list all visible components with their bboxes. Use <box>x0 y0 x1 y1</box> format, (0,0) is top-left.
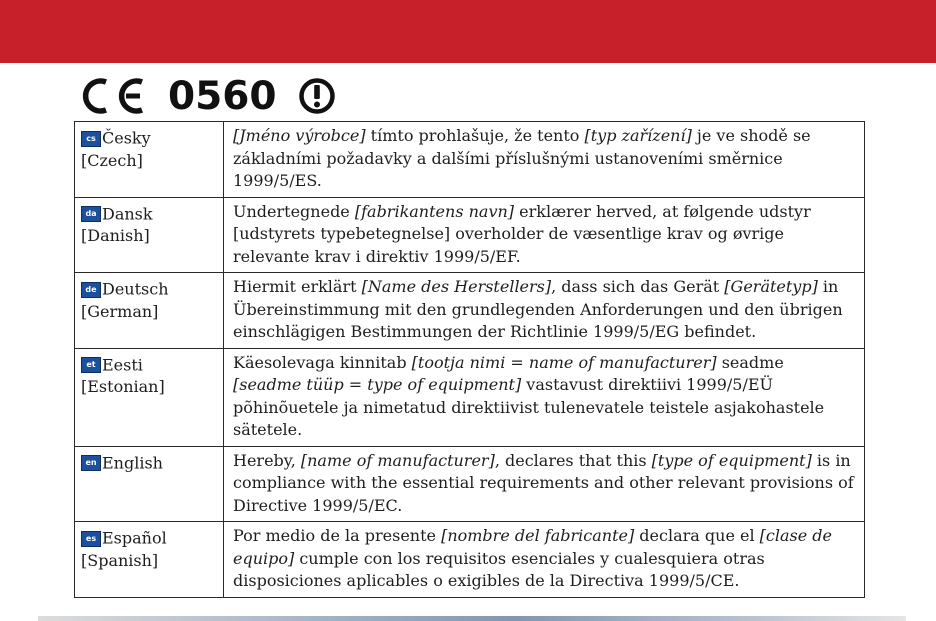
declaration-text <box>224 446 865 522</box>
declaration-text <box>224 348 865 446</box>
language-flag-icon: cs <box>81 131 101 147</box>
table-row <box>75 522 865 598</box>
declaration-fragment: Hiermit erklärt <box>233 277 362 296</box>
table-row <box>75 122 865 198</box>
placeholder-text: [type of equipment] <box>651 450 812 470</box>
language-name: Deutsch <box>102 279 169 299</box>
declaration-fragment: cumple con los requisitos esenciales y cualesquiera otras disposiciones aplicables o exigibles de la Directiva 1999/5/CE. <box>233 548 765 590</box>
language-english-name: [Estonian] <box>81 377 165 397</box>
declaration-fragment: in Übereinstimmung mit den grundlegenden Anforderungen und den übrigen einschlägigen Bestimmungen der Richtlinie 1999/5/EG befindet. <box>233 277 843 341</box>
placeholder-text: [seadme tüüp = type of equipment] <box>233 375 522 394</box>
declaration-fragment: Hereby, <box>233 450 301 470</box>
placeholder-text: [tootja nimi = name of manufacturer] <box>411 352 717 372</box>
language-cell <box>75 273 224 349</box>
language-name: Español <box>102 528 167 548</box>
declaration-fragment: tímto prohlašuje, že tento <box>365 126 585 145</box>
declaration-text <box>224 273 865 349</box>
certification-marks <box>76 72 337 120</box>
language-cell <box>75 446 224 522</box>
language-cell <box>75 122 224 198</box>
placeholder-text: [name of manufacturer] <box>300 450 495 470</box>
table-row <box>75 197 865 273</box>
declaration-text <box>224 197 865 273</box>
footer-strip <box>38 616 906 621</box>
language-flag-icon: de <box>81 282 101 298</box>
language-cell <box>75 348 224 446</box>
declaration-fragment: , declares that this <box>494 450 652 470</box>
placeholder-text: [Name des Herstellers] <box>361 277 552 296</box>
language-name: Dansk <box>102 203 153 223</box>
language-cell <box>75 522 224 598</box>
language-name: English <box>102 452 163 472</box>
table-row <box>75 273 865 349</box>
declaration-fragment: is in compliance with the essential requirements and other relevant provisions of Directive 1999/5/EC. <box>233 450 854 515</box>
declaration-fragment: Por medio de la presente <box>233 526 442 545</box>
table-row <box>75 446 865 522</box>
header-band <box>0 0 936 63</box>
declaration-text <box>224 522 865 598</box>
placeholder-text: [Jméno výrobce] <box>233 126 366 145</box>
table-row <box>75 348 865 446</box>
language-flag-icon: da <box>81 206 101 222</box>
language-english-name: [Czech] <box>81 150 143 170</box>
declaration-fragment: vastavust direktiivi 1999/5/EÜ põhinõuetele ja nimetatud direktiivist tulenevatele teistele asjakohastele sätetele. <box>233 375 825 439</box>
language-english-name: [Spanish] <box>81 550 159 570</box>
declaration-fragment: , dass sich das Gerät <box>551 277 725 296</box>
placeholder-text: [fabrikantens navn] <box>354 201 515 221</box>
language-flag-icon: et <box>81 357 101 373</box>
placeholder-text: [clase de equipo] <box>233 526 833 568</box>
language-flag-icon: en <box>81 455 101 471</box>
language-english-name: [German] <box>81 301 159 321</box>
notified-body-number: 0560 <box>168 73 277 119</box>
declaration-fragment: Undertegnede <box>233 201 355 221</box>
language-name: Česky <box>102 128 151 148</box>
declaration-fragment: seadme <box>716 352 784 372</box>
declaration-fragment: declara que el <box>634 526 760 545</box>
language-flag-icon: es <box>81 531 101 547</box>
declaration-table <box>74 121 865 598</box>
declaration-fragment: je ve shodě se základními požadavky a dalšími příslušnými ustanoveními směrnice 1999/5/ES. <box>233 126 811 190</box>
placeholder-text: [Gerätetyp] <box>724 277 818 296</box>
declaration-text <box>224 122 865 198</box>
placeholder-text: [nombre del fabricante] <box>441 526 635 545</box>
ce-mark-icon <box>76 76 150 116</box>
declaration-fragment: erklærer herved, at følgende udstyr [udstyrets typebetegnelse] overholder de væsentlige krav og øvrige relevante krav i direktiv 1999/5/EF. <box>233 201 811 266</box>
language-cell <box>75 197 224 273</box>
declaration-fragment: Käesolevaga kinnitab <box>233 352 412 372</box>
language-name: Eesti <box>102 354 143 374</box>
alert-circle-icon <box>297 76 337 116</box>
language-english-name: [Danish] <box>81 226 150 246</box>
placeholder-text: [typ zařízení] <box>584 126 692 145</box>
